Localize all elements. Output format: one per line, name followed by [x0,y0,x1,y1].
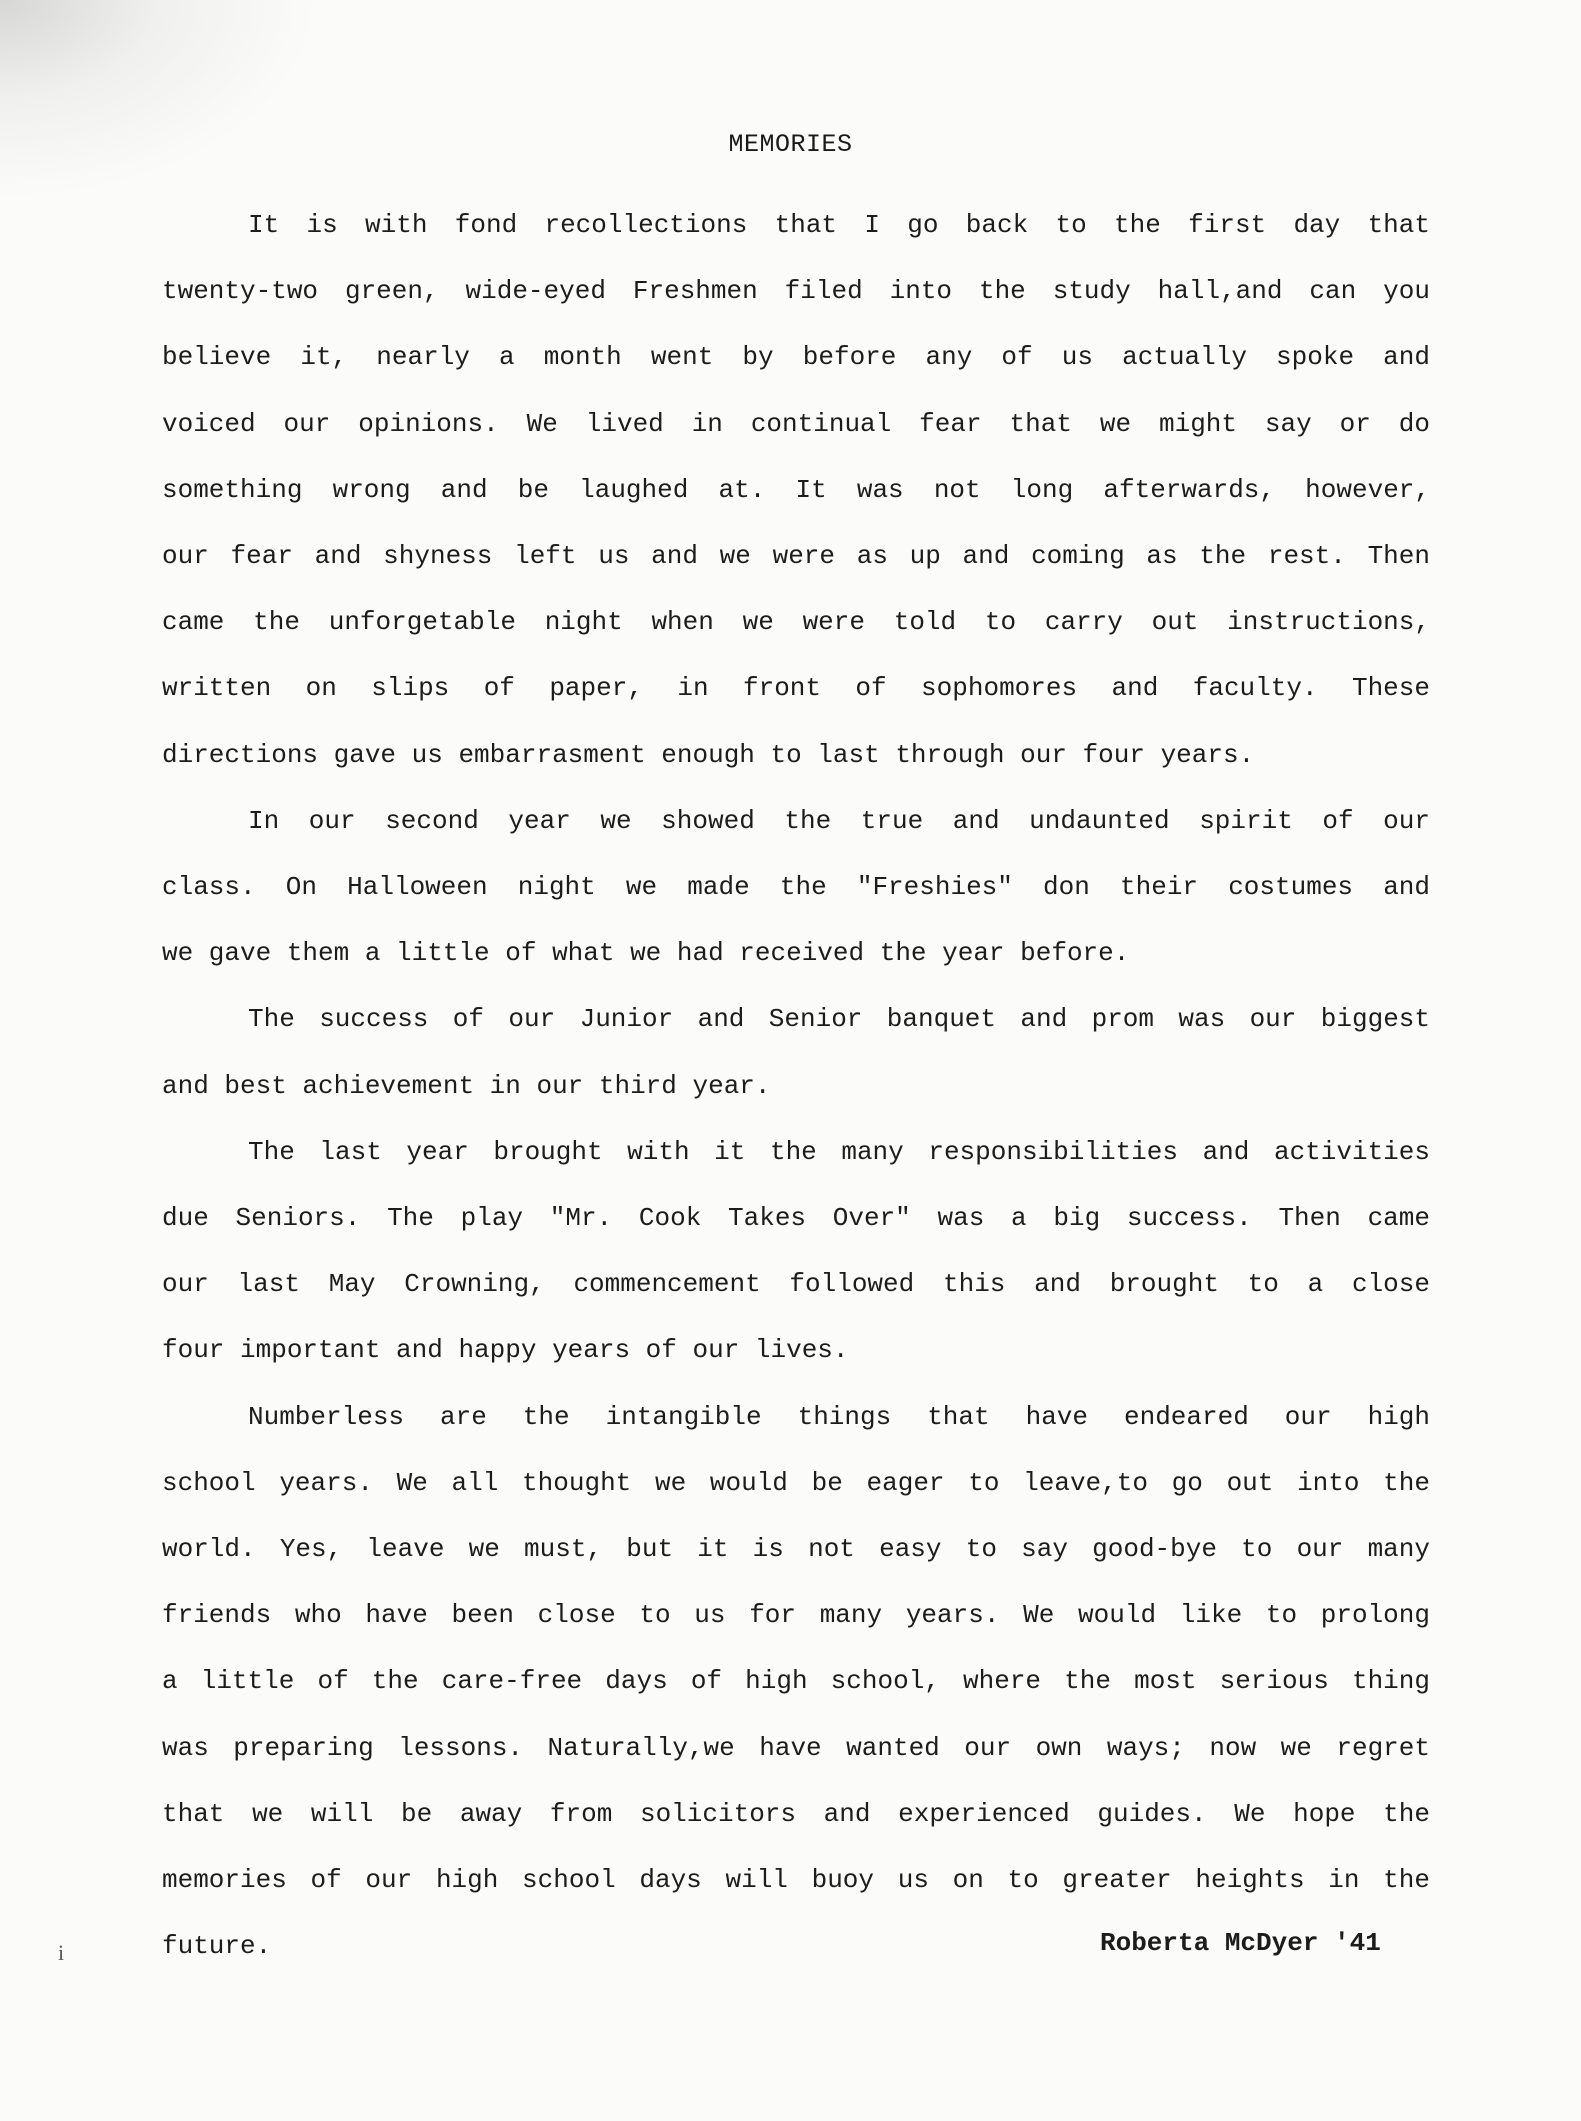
text-line: future. [162,1931,272,1962]
paragraph-5 [162,1384,1430,1980]
text-line: directions gave us embarrasment enough to last through our four years. [162,739,1255,770]
text-line: due Seniors. The play "Mr. Cook Takes Over" was a big success. Then came [162,1203,1430,1234]
text-line: school years. We all thought we would be eager to leave,to go out into the [162,1467,1430,1498]
text-line: The success of our Junior and Senior banquet and prom was our biggest [248,1004,1430,1035]
text-line: voiced our opinions. We lived in continual fear that we might say or do [162,408,1430,439]
text-line: Numberless are the intangible things that have endeared our high [248,1401,1430,1432]
document-title: MEMORIES [728,130,853,159]
document-body [162,192,1430,1979]
text-line: we gave them a little of what we had received the year before. [162,938,1130,969]
text-line: four important and happy years of our lives. [162,1335,849,1366]
text-line: came the unforgetable night when we were told to carry out instructions, [162,607,1430,638]
text-line: world. Yes, leave we must, but it is not easy to say good-bye to our many [162,1534,1430,1565]
text-line: something wrong and be laughed at. It was not long afterwards, however, [162,474,1430,505]
text-line: memories of our high school days will buoy us on to greater heights in the [162,1865,1430,1896]
text-line: It is with fond recollections that I go back to the first day that [248,210,1430,240]
text-line: our fear and shyness left us and we were as up and coming as the rest. Then [162,541,1430,572]
text-line: believe it, nearly a month went by before any of us actually spoke and [162,342,1430,373]
text-line: friends who have been close to us for many years. We would like to prolong [162,1600,1430,1631]
text-line: The last year brought with it the many responsibilities and activities [248,1136,1430,1167]
text-line: a little of the care-free days of high school, where the most serious thing [162,1666,1430,1697]
paragraph-1 [162,192,1430,788]
text-line: class. On Halloween night we made the "Freshies" don their costumes and [162,872,1430,903]
author-signature: Roberta McDyer '41 [1100,1928,1381,1958]
text-line: and best achievement in our third year. [162,1070,771,1101]
paragraph-2 [162,788,1430,987]
paragraph-3 [162,986,1430,1118]
text-line: written on slips of paper, in front of sophomores and faculty. These [162,673,1430,704]
text-line: our last May Crowning, commencement followed this and brought to a close [162,1269,1430,1300]
margin-mark: i [58,1940,65,1965]
text-line: that we will be away from solicitors and experienced guides. We hope the [162,1798,1430,1829]
text-line: twenty-two green, wide-eyed Freshmen filed into the study hall,and can you [162,276,1430,307]
text-line: In our second year we showed the true and undaunted spirit of our [248,805,1430,836]
text-line: was preparing lessons. Naturally,we have wanted our own ways; now we regret [162,1732,1430,1763]
paragraph-4 [162,1119,1430,1384]
